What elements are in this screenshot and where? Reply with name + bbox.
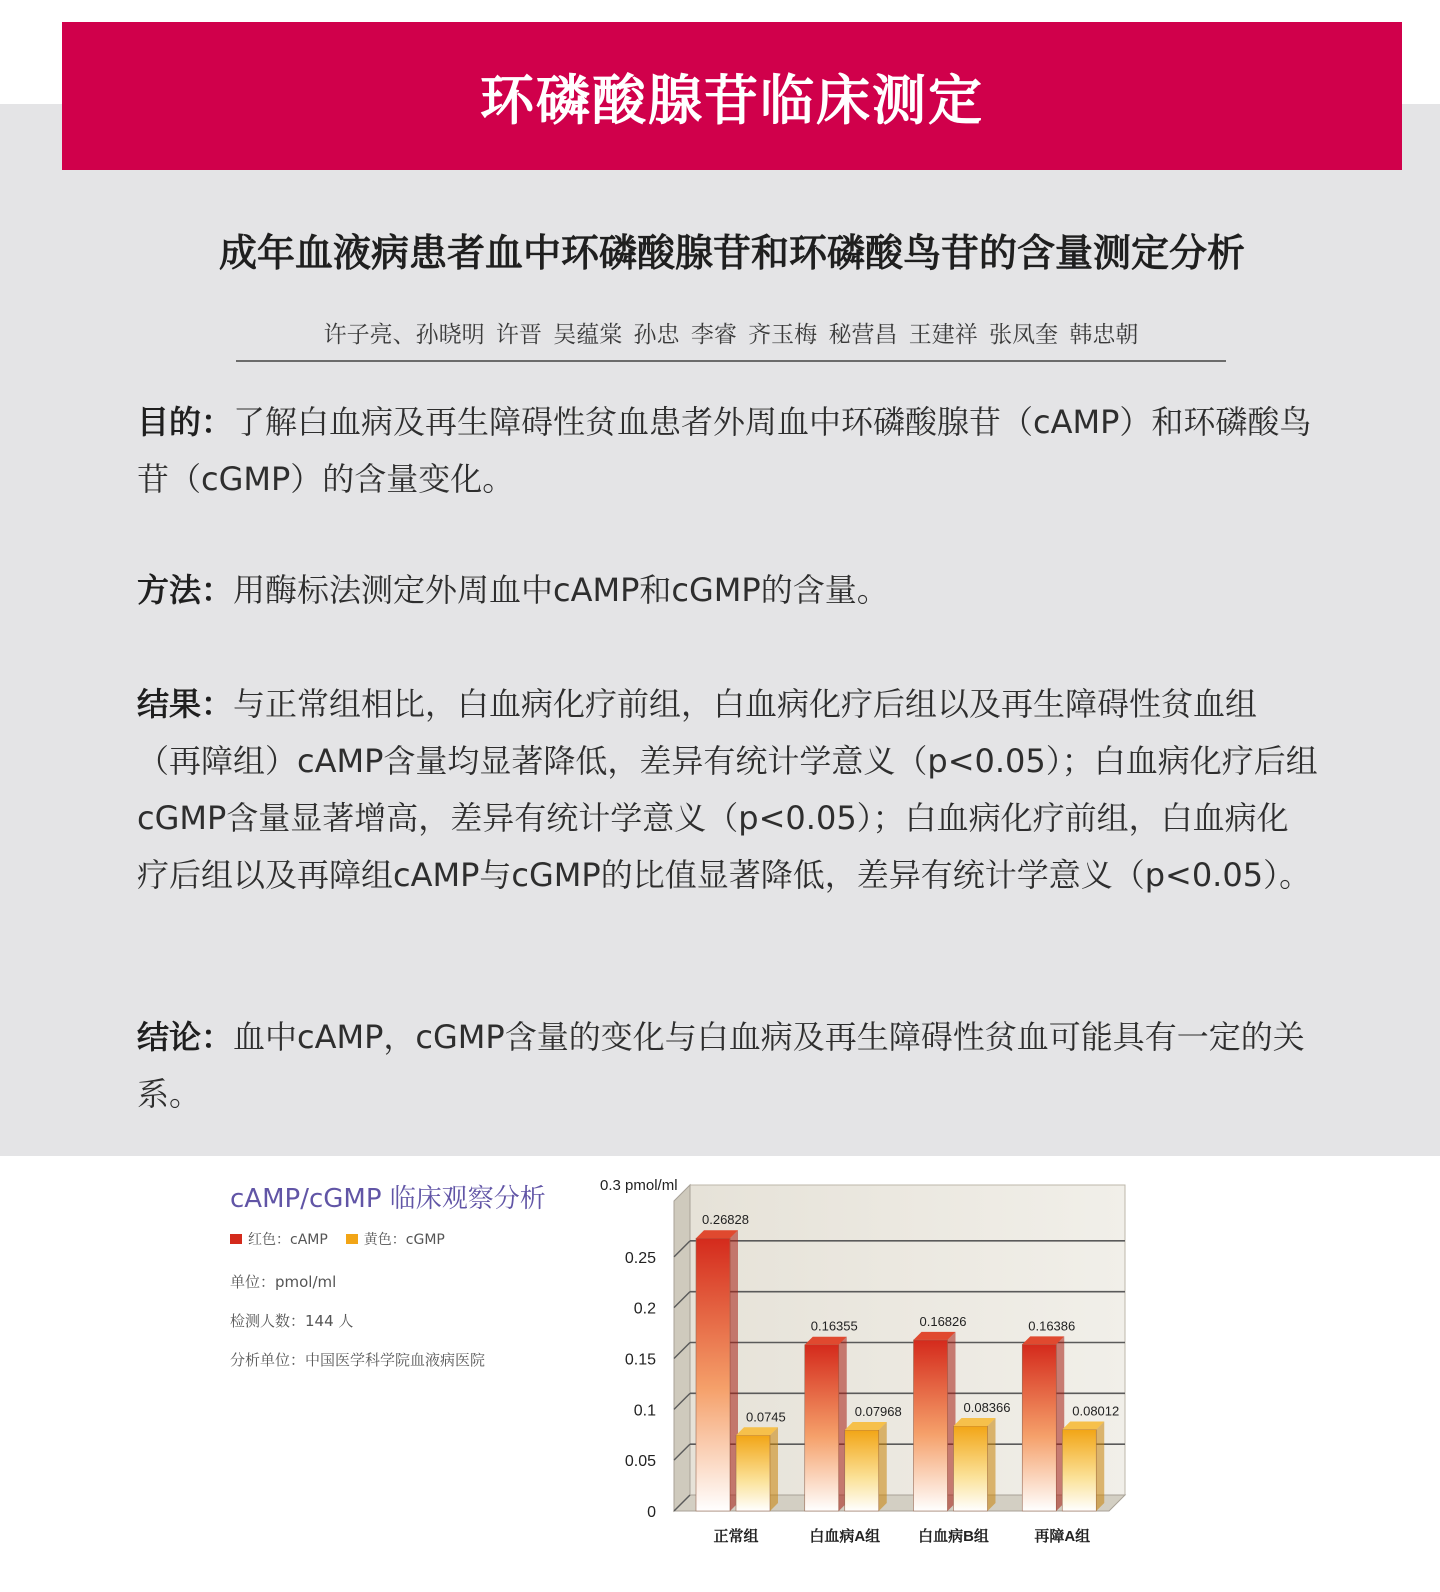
section-text: 血中cAMP，cGMP含量的变化与白血病及再生障碍性贫血可能具有一定的关系。 [137,1018,1305,1113]
bar-front [805,1345,839,1511]
chart-info-panel [230,1178,590,1388]
section-text: 与正常组相比，白血病化疗前组，白血病化疗后组以及再生障碍性贫血组（再障组）cAMP含量均显著降低，差异有统计学意义（p<0.05）；白血病化疗后组cGMP含量显著增高，差异有统计学意义（p<0.05）；白血病化疗前组，白血病化疗后组以及再障组cAMP与cGMP的比值显著降低，差异有统计学意义（p<0.05）。 [137,685,1318,894]
legend-item-cgmp [346,1229,445,1249]
bar-front [914,1340,948,1511]
data-label: 0.08012 [1072,1403,1120,1419]
bar-front [845,1430,879,1511]
y-tick-label: 0.15 [624,1351,656,1369]
section-text: 了解白血病及再生障碍性贫血患者外周血中环磷酸腺苷（cAMP）和环磷酸鸟苷（cGMP）的含量变化。 [137,403,1312,498]
bar-front [696,1238,730,1511]
y-tick-label: 0.05 [624,1453,656,1471]
y-axis-label: 0.3 pmol/ml [600,1177,678,1194]
x-tick-label: 白血病A组 [809,1528,881,1545]
author-list: 许子亮、孙晓明 许晋 吴蕴棠 孙忠 李睿 齐玉梅 秘营昌 王建祥 张凤奎 韩忠朝 [236,316,1226,362]
unit-text: 单位：pmol/ml [230,1273,337,1291]
section-purpose [137,394,1319,508]
data-label: 0.16826 [919,1313,967,1329]
chart-legend [230,1229,590,1249]
y-tick-label: 0.1 [633,1402,656,1420]
org-text: 分析单位：中国医学科学院血液病医院 [230,1351,486,1369]
section-result [137,676,1319,904]
section-method [137,562,1319,619]
data-label: 0.16386 [1028,1318,1076,1334]
data-label: 0.08366 [963,1399,1011,1415]
bar-chart [590,1160,1160,1570]
legend-label: 红色：cAMP [248,1232,328,1248]
legend-label: 黄色：cGMP [363,1232,445,1248]
data-label: 0.26828 [702,1212,749,1228]
x-tick-label: 白血病B组 [918,1528,989,1545]
article-title: 成年血液病患者血中环磷酸腺苷和环磷酸鸟苷的含量测定分析 [218,231,1245,275]
data-label: 0.16355 [810,1318,858,1334]
bar-side [879,1422,887,1511]
section-label: 方法： [137,571,234,609]
bar-front [1022,1344,1056,1511]
bar-front [736,1435,770,1511]
bar-side [1096,1422,1104,1511]
section-text: 用酶标法测定外周血中cAMP和cGMP的含量。 [233,571,889,609]
bar-side [770,1427,778,1511]
y-tick-label: 0.2 [633,1300,656,1318]
data-label: 0.0745 [746,1409,786,1425]
chart-heading: cAMP/cGMP 临床观察分析 [230,1184,546,1214]
legend-swatch-red [230,1234,242,1244]
section-label: 结论： [137,1018,234,1056]
count-text: 检测人数：144 人 [230,1312,354,1330]
bar-front [954,1426,988,1511]
header-banner [62,22,1402,170]
bar-front [1062,1430,1096,1511]
section-label: 结果： [137,685,234,723]
y-tick-label: 0 [647,1504,656,1521]
chart-side-wall [674,1185,690,1511]
x-tick-label: 正常组 [713,1528,759,1545]
x-tick-label: 再障A组 [1034,1528,1091,1545]
legend-item-camp [230,1229,328,1249]
y-tick-label: 0.25 [624,1249,656,1267]
banner-title: 环磷酸腺苷临床测定 [480,68,984,132]
data-label: 0.07968 [854,1403,902,1419]
section-conclusion [137,1009,1319,1123]
section-label: 目的： [137,403,234,441]
legend-swatch-yellow [346,1234,358,1244]
bar-side [988,1418,996,1511]
